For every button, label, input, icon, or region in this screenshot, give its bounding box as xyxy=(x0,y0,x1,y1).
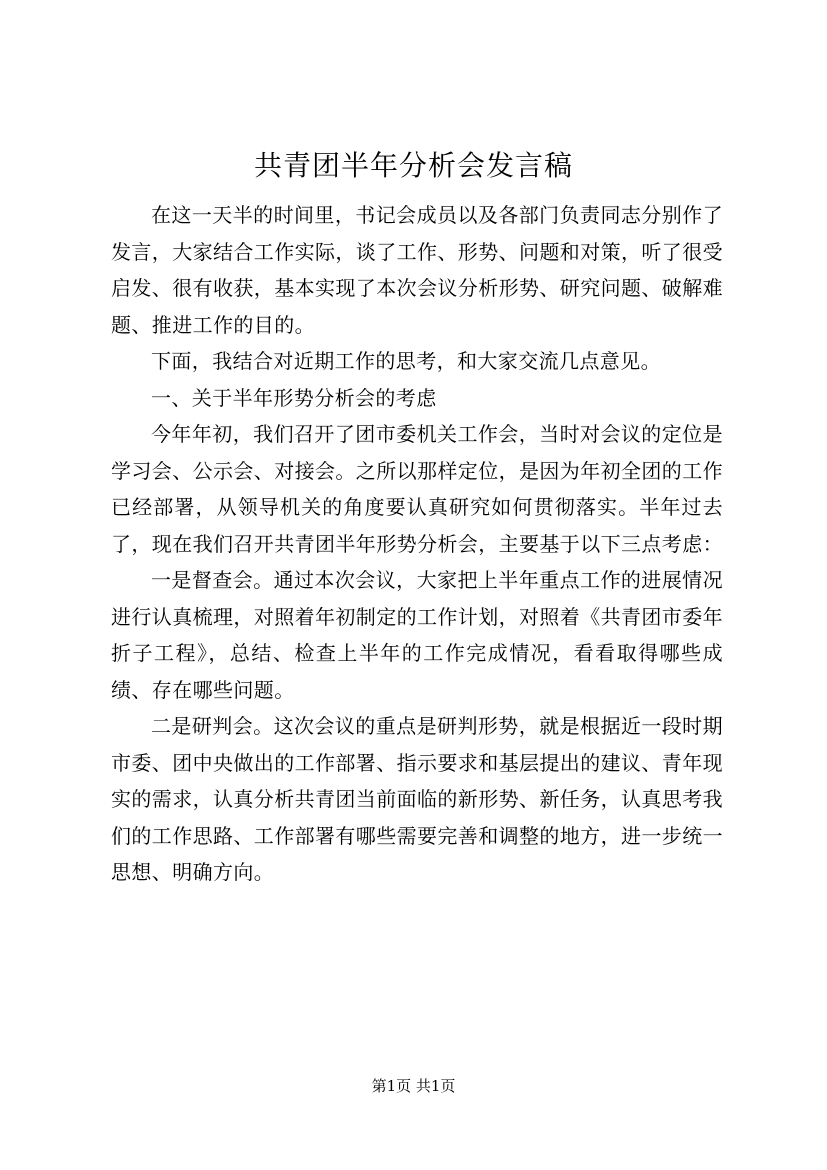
paragraph-point-2: 二是研判会。这次会议的重点是研判形势，就是根据近一段时期市委、团中央做出的工作部署、指示要求和基层提出的建议、青年现实的需求，认真分析共青团当前面临的新形势、新任务，认真思考我们的工作思路、工作部署有哪些需要完善和调整的地方，进一步统一思想、明确方向。 xyxy=(111,714,723,884)
document-body xyxy=(111,197,723,891)
section-heading-1: 一、关于半年形势分析会的考虑 xyxy=(151,385,437,410)
paragraph-transition: 下面，我结合对近期工作的思考，和大家交流几点意见。 xyxy=(151,349,661,373)
paragraph-opening: 在这一天半的时间里，书记会成员以及各部门负责同志分别作了发言，大家结合工作实际，谈了工作、形势、问题和对策，听了很受启发、很有收获，基本实现了本次会议分析形势、研究问题、破解难题、推进工作的目的。 xyxy=(111,203,723,337)
document-title: 共青团半年分析会发言稿 xyxy=(253,149,573,182)
paragraph-background: 今年年初，我们召开了团市委机关工作会，当时对会议的定位是学习会、公示会、对接会。之所以那样定位，是因为年初全团的工作已经部署，从领导机关的角度要认真研究如何贯彻落实。半年过去了，现在我们召开共青团半年形势分析会，主要基于以下三点考虑： xyxy=(111,422,723,556)
paragraph-point-1: 一是督查会。通过本次会议，大家把上半年重点工作的进展情况进行认真梳理，对照着年初制定的工作计划，对照着《共青团市委年折子工程》，总结、检查上半年的工作完成情况，看看取得哪些成绩、存在哪些问题。 xyxy=(111,568,723,702)
page-footer: 第1页 共1页 xyxy=(371,1077,456,1095)
